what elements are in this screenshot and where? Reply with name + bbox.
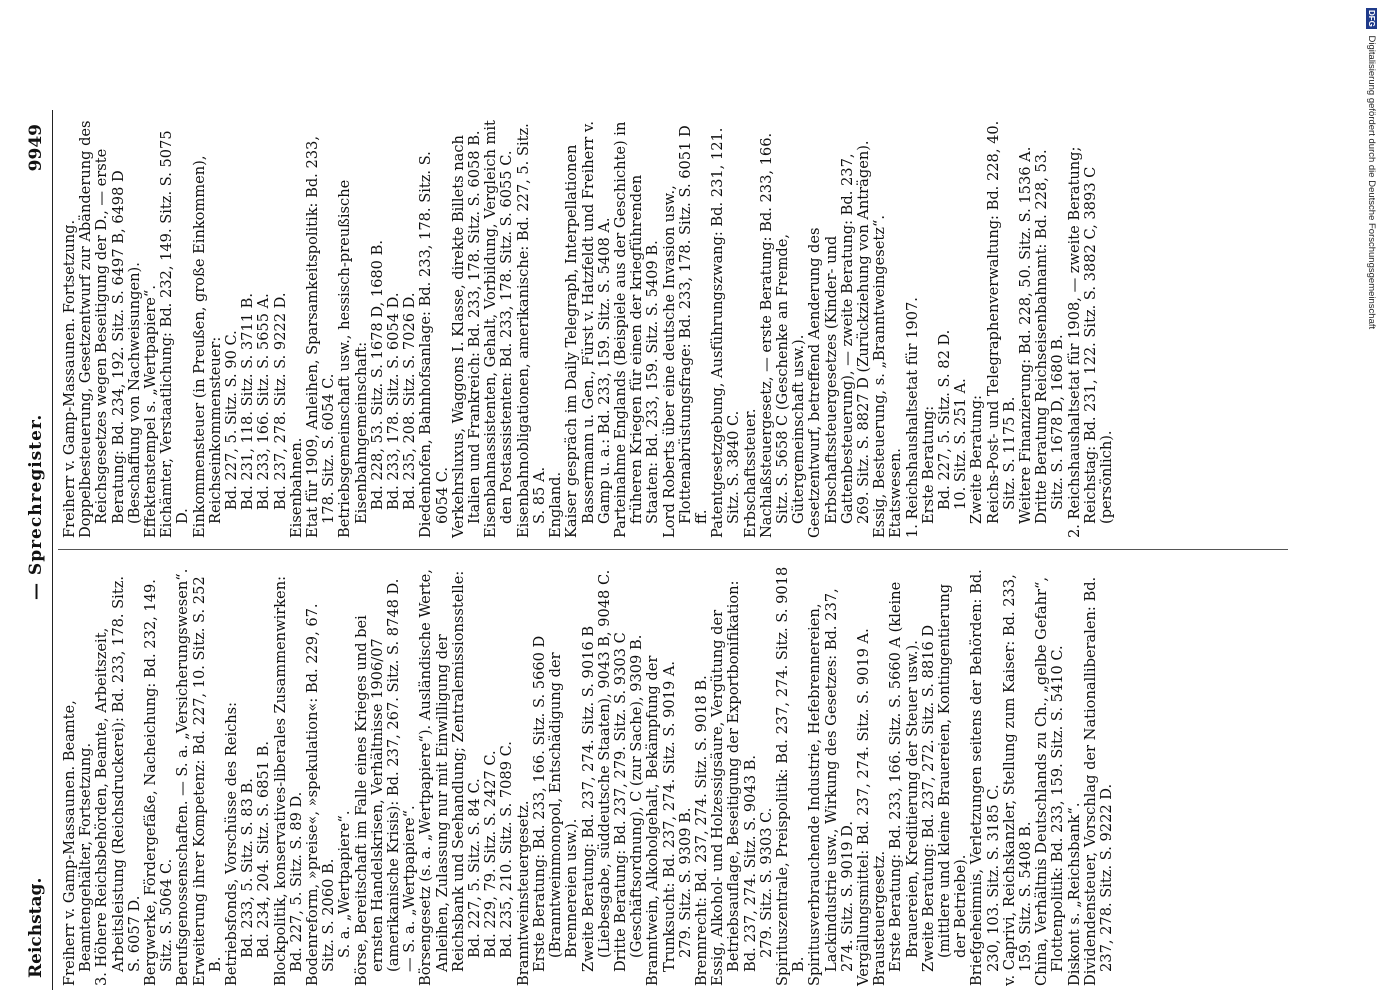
index-entry: Bd. 228, 53. Sitz. S. 1678 D, 1680 B. (368, 240, 386, 510)
index-entry: Bd. 235, 208. Sitz. S. 7026 D. (401, 292, 419, 510)
index-entry: Betriebsfonds, Vorschüsse des Reichs: (223, 701, 241, 986)
index-entry: 279. Sitz. S. 9303 C. (757, 807, 775, 958)
index-entry: Bd. 227, 5. Sitz. S. 84 C. (466, 778, 484, 958)
index-entry: England. (547, 471, 565, 538)
index-entry: Dividendensteuer, Vorschlag der Nationalliberalen: Bd. 237, 278. Sitz. S. 9222 D. (1081, 576, 1115, 986)
index-entry: 1. Reichshaushaltsetat für 1907. (903, 297, 921, 538)
index-entry: Bd. 234, 204. Sitz. S. 6851 B. (255, 740, 273, 958)
index-entry: Effektenstempel s. „Wertpapiere“. (142, 284, 160, 538)
index-entry: Bergwerke, Fördergefäße, Nacheichung: Bd. 232, 149. Sitz. S. 5064 C. (142, 579, 176, 986)
index-entry: Bd. 233, 5. Sitz. S. 83 B. (239, 778, 257, 958)
index-entry: Dritte Beratung: Bd. 237, 279. Sitz. S. 9303 C (Geschäftsordnung), C (zur Sache), 9309 B. (611, 632, 646, 972)
index-entry: Etat für 1909, Anleihen, Sparsamkeitspolitik: Bd. 233, 178. Sitz. S. 6054 C. (304, 136, 338, 538)
index-entry: Branntweinsteuergesetz. (514, 800, 532, 986)
index-entry: Eisenbahnen. (287, 437, 305, 538)
digitization-text: Digitalisierung gefördert durch die Deutsche Forschungsgemeinschaft (1366, 35, 1377, 330)
index-entry: Erbschaftssteuer. (741, 408, 759, 538)
index-entry: Parteinahme Englands (Beispiele aus der Geschichte) in früheren Kriegen für einen der kriegführenden Staaten: Bd. 233, 159. Sitz. S. 5409 B. (611, 121, 662, 538)
index-entry: 10. Sitz. S. 251 A. (952, 378, 970, 510)
index-entry: Zweite Beratung: Bd. 237, 272. Sitz. S. 8816 D (mittlere und kleine Brauereien, Kontingentierung der Betriebe). (919, 583, 970, 972)
index-entry: Brausteuergesetz. (871, 850, 889, 986)
page-number: 9949 (26, 124, 46, 172)
index-entry: Briefgeheimnis, Verletzungen seitens der Behörden: Bd. 230, 103. Sitz. S. 3185 C. (968, 569, 1002, 986)
index-entry: Eisenbahnobligationen, amerikanische: Bd. 227, 5. Sitz. S. 85 A. (514, 123, 548, 538)
index-entry: Einkommensteuer (in Preußen, große Einkommen), Reichseinkommensteuer: (190, 155, 224, 538)
index-entry: Bodenreform, »preise«, »spekulation«: Bd. 229, 67. Sitz. S. 2060 B. (304, 603, 338, 986)
index-entry: Bd. 233, 178. Sitz. S. 6054 D. (385, 292, 403, 510)
index-entry: Vergällungsmittel: Bd. 237, 274. Sitz. S. 9019 A. (854, 628, 872, 986)
index-entry: Spirituszentrale, Preispolitik: Bd. 237, 274. Sitz. S. 9018 B. (773, 566, 808, 986)
header-center: — Sprechregister. (26, 413, 46, 600)
index-entry: Brennrecht: Bd. 237, 274. Sitz. S. 9018 B. (692, 675, 710, 986)
index-entry: 2. Reichshaushaltsetat für 1908, — zweite Beratung; Reichstag: Bd. 231, 122. Sitz. S. 3882 C, 3893 C (persönlich). (1065, 146, 1115, 538)
index-entry: 279. Sitz. S. 9309 B. (676, 807, 694, 958)
index-entry: Bd. 229, 79. Sitz. S. 2427 C. (482, 750, 500, 958)
index-entry: Branntwein, Alkoholgehalt, Bekämpfung der Trunksucht: Bd. 237, 274. Sitz. S. 9019 A. (644, 655, 678, 986)
index-entry: Zweite Beratung: Bd. 237, 274. Sitz. S. 9016 B (Liebesgabe, süddeutsche Staaten), 9043 B, 9048 C. (579, 569, 613, 972)
index-entry: Doppelbesteuerung, Gesetzentwurf zur Abänderung des Reichsgesetzes wegen Beseitigung der D., — erste Beratung: Bd. 234, 192. Sitz. S. 6497 B, 6498 D (Beschaffung von Nachweisungen). (77, 120, 143, 538)
page-header (18, 110, 53, 990)
index-entry: Essig, Alkohol- und Holzessigsäure, Vergütung der Betriebsauflage, Beseitigung der Exportbonifikation: Bd. 237, 274. Sitz. S. 9043 B. (709, 580, 759, 986)
index-entry: Erweiterung ihrer Kompetenz: Bd. 227, 10. Sitz. S. 252 B. (190, 576, 224, 986)
right-column (62, 118, 1115, 538)
index-entry: Bd. 227, 5. Sitz. S. 90 C. (223, 330, 241, 510)
index-entry: Weitere Finanzierung: Bd. 228, 50. Sitz. S. 1536 A. (1016, 146, 1034, 524)
index-entry: Erste Beratung: (919, 405, 937, 524)
index-entry: Dritte Beratung Reichseisenbahnamt: Bd. 228, 53. Sitz. S. 1678 D, 1680 B. (1033, 149, 1067, 524)
index-entry: Bd. 227, 5. Sitz. S. 82 D. (935, 329, 953, 510)
index-entry: Eisenbahnassistenten, Gehalt, Vorbildung, Vergleich mit den Postassistenten: Bd. 233, 178. Sitz. S. 6055 C. (482, 120, 516, 538)
index-entry: Betriebsgemeinschaft usw., hessisch-preußische Eisenbahngemeinschaft: (336, 179, 370, 538)
index-entry: China, Verhältnis Deutschlands zu Ch., „gelbe Gefahr“, Flottenpolitik: Bd. 233, 159. Sitz. S. 5410 C. (1033, 576, 1067, 986)
index-entry: Börse, Bereitschaft im Falle eines Krieges und bei ernsten Handelskrisen, Verhältnisse 1906/07 (amerikanische Krisis): Bd. 237, 267. Sitz. S. 8748 D. — S. a. „Wertpapiere“. (352, 578, 419, 986)
index-entry: Freiherr v. Gamp-Massaunen. Fortsetzung. (61, 219, 78, 538)
index-entry: S. a. „Wertpapiere“. (336, 810, 354, 958)
index-entry: Diskont s. „Reichsbank“. (1065, 802, 1083, 986)
index-entry: Bd. 231, 118. Sitz. S. 3711 B. (239, 292, 257, 510)
index-entry: Eichämter, Verstaatlichung: Bd. 232, 149. Sitz. S. 5075 D. (158, 130, 192, 538)
index-entry: Diedenhofen, Bahnhofsanlage: Bd. 233, 178. Sitz. S. 6054 C. (417, 151, 451, 538)
header-left: Reichstag. (26, 877, 46, 978)
index-entry: Spiritusverbrauchende Industrie, Hefebrennereien, Lackindustrie usw., Wirkung des Gesetzes: Bd. 237, 274. Sitz. S. 9019 D. (806, 588, 856, 986)
index-entry: Bd. 233, 166. Sitz. S. 5655 A. (255, 293, 273, 510)
index-entry: Kaiser gespräch im Daily Telegraph, Interpellationen Bassermann u. Gen., Fürst v. Hatzfeldt und Freiherr v. Gamp u. a.: Bd. 233, 159. Sitz. S. 5408 A. (563, 120, 613, 538)
index-entry: Bd. 235, 210. Sitz. S. 7089 C. (498, 741, 516, 958)
index-entry: Bd. 237, 278. Sitz. S. 9222 D. (271, 292, 289, 510)
index-entry: Erste Beratung: Bd. 233, 166. Sitz. S. 5660 A (kleine Brauereien, Kreditierung der Steuer usw.). (887, 581, 921, 972)
index-entry: Zweite Beratung: (968, 394, 986, 524)
digitization-note (1366, 8, 1377, 329)
left-column (62, 566, 1115, 986)
index-entry: Reichs-Post- und Telegraphenverwaltung: Bd. 228, 40. Sitz. S. 1175 B. (984, 120, 1018, 524)
index-entry: Gesetzentwurf, betreffend Aenderung des Erbschaftssteuergesetzes (Kinder- und Gattenbesteuerung), — zweite Beratung: Bd. 237, 269. Sitz. S. 8827 D (Zurückziehung von Anträgen). (806, 140, 872, 538)
index-entry: Berufsgenossenschaften. — S. a. „Versicherungswesen“. (174, 568, 192, 986)
index-entry: Blockpolitik, konservatives-liberales Zusammenwirken: Bd. 227, 5. Sitz. S. 89 D. (271, 575, 305, 986)
index-entry: Lord Roberts über eine deutsche Invasion usw., Flottenabrüstungsfrage: Bd. 233, 178. Sitz. S. 6051 D ff. (660, 125, 710, 538)
index-entry: 3. Höhere Reichsbehörden, Beamte, Arbeitszeit, Arbeitsleistung (Reichsdruckerei): Bd. 233, 178. Sitz. S. 6057 D. (93, 575, 143, 986)
index-entry: Nachlaßsteuergesetz, — erste Beratung: Bd. 233, 166. Sitz. S. 5658 C (Geschenke an Fremde, Gütergemeinschaft usw.). (757, 132, 808, 538)
column-divider (58, 549, 1288, 550)
index-entry: Freiherr v. Gamp-Massaunen. Beamte, Beamtengehälter, Fortsetzung. (61, 700, 95, 986)
index-entry: Erste Beratung: Bd. 233, 166. Sitz. S. 5660 D (Branntweinmonopol, Entschädigung der Brennereien usw.). (530, 635, 581, 972)
index-entry: Essig, Besteuerung, s. „Branntweingesetz“. (871, 214, 889, 538)
index-entry: Patentgesetzgebung, Ausführungszwang: Bd. 231, 121. Sitz. S. 3840 C. (709, 127, 743, 538)
index-entry: Etatswesen. (887, 448, 905, 538)
dfg-logo: DFG (1367, 10, 1376, 27)
rotated-page (18, 110, 1298, 990)
index-entry: v. Caprivi, Reichskanzler, Stellung zum Kaiser: Bd. 233, 159. Sitz. S. 5408 B. (1000, 574, 1034, 986)
index-entry: Börsengesetz (s. a. „Wertpapiere“). Ausländische Werte, Anleihen, Zulassung nur mit Einwilligung der Reichsbank und Seehandlung; Zentralemissionsstelle: (417, 569, 467, 986)
index-entry: Verkehrsluxus, Waggons I. Klasse, direkte Billets nach Italien und Frankreich: Bd. 233, 178. Sitz. S. 6058 B. (449, 130, 484, 538)
